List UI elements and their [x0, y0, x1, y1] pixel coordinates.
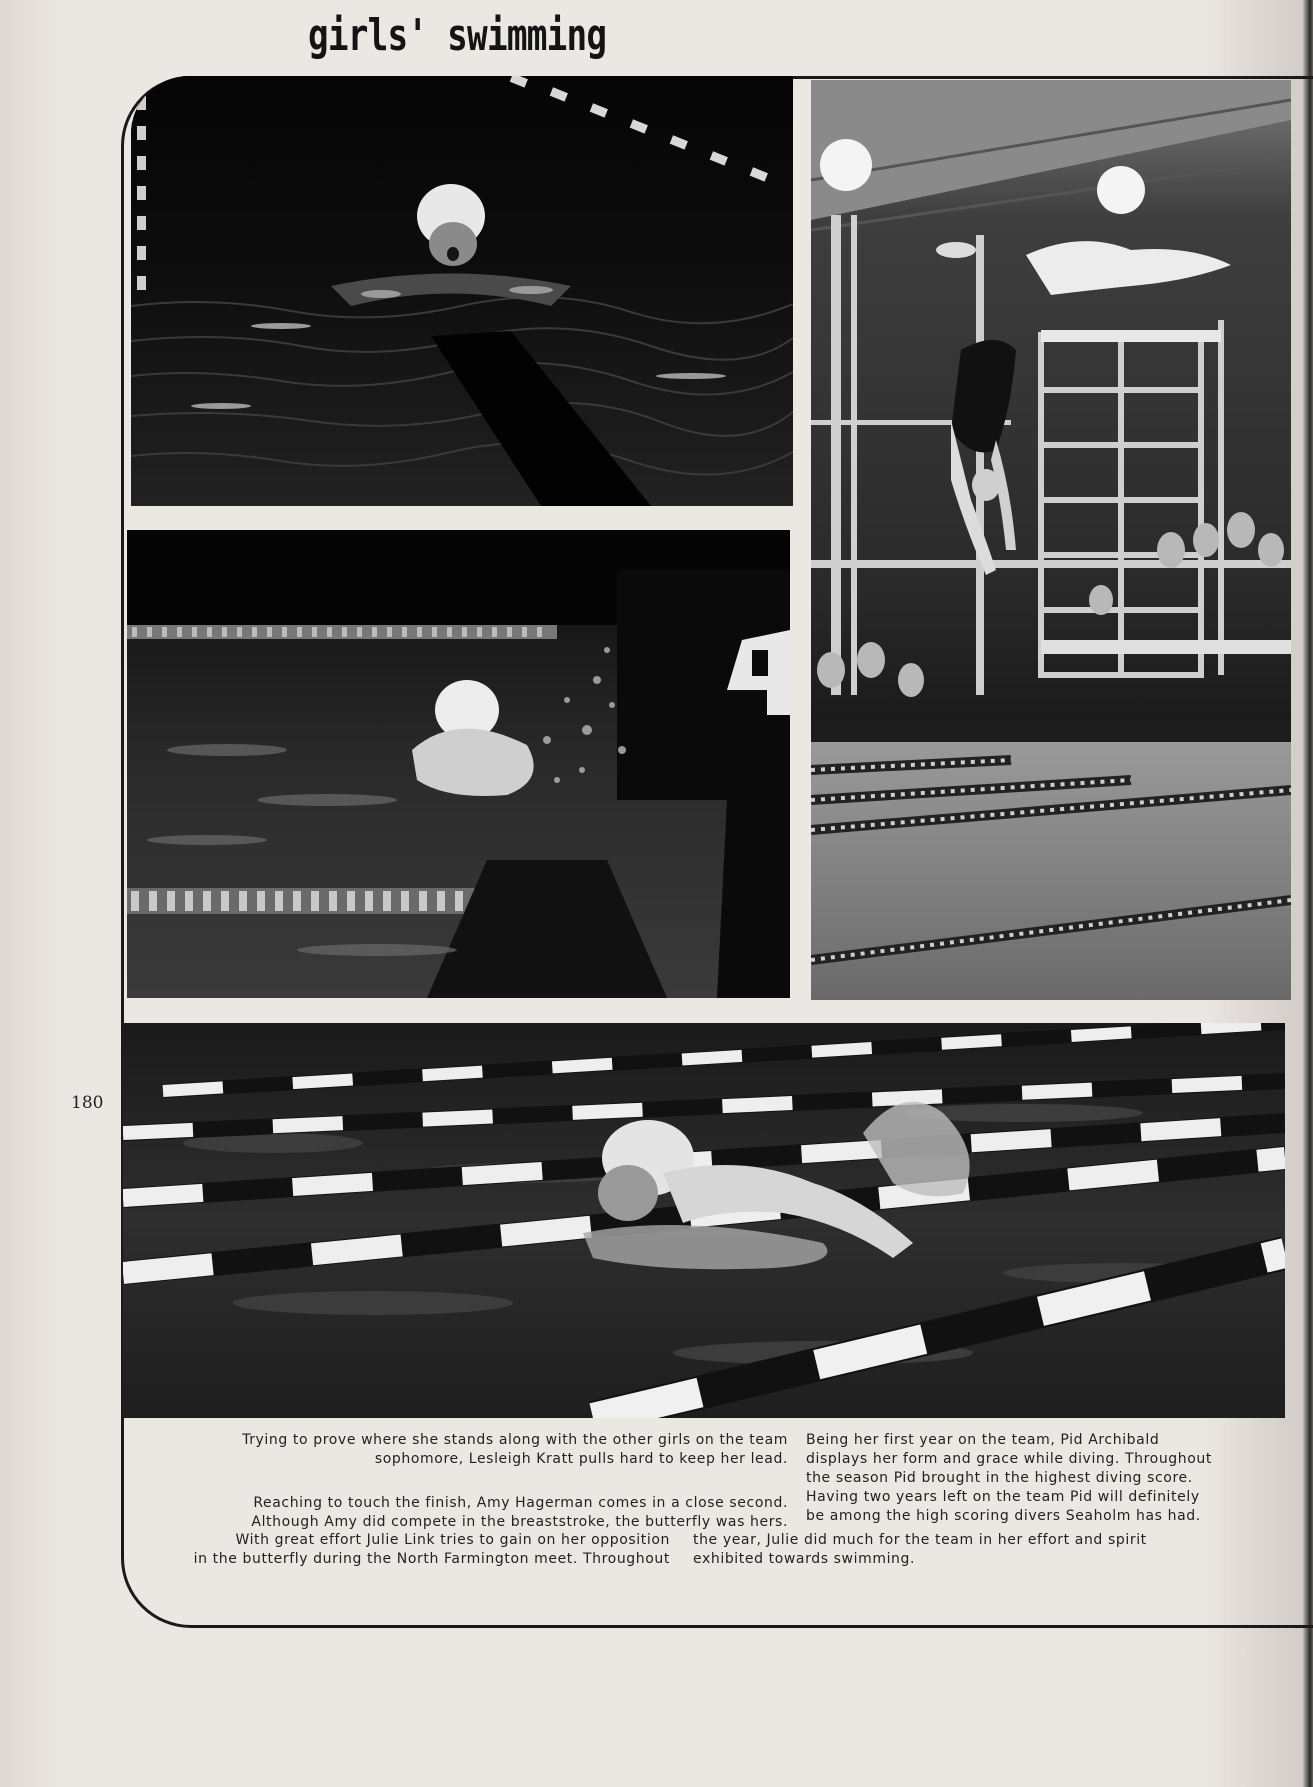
caption-line: the season Pid brought in the highest diving score.	[806, 1470, 1193, 1486]
caption-link-right	[693, 1531, 1253, 1569]
photo-diver	[811, 80, 1291, 1000]
caption-hagerman	[160, 1494, 788, 1532]
caption-line: Having two years left on the team Pid will definitely	[806, 1489, 1200, 1505]
photo-swimmer-finish	[127, 530, 790, 998]
caption-line: displays her form and grace while diving. Throughout	[806, 1451, 1212, 1467]
photo-swimmer-breaststroke	[131, 76, 793, 506]
caption-line: be among the high scoring divers Seaholm has had.	[806, 1508, 1201, 1524]
page-number: 180	[71, 1093, 104, 1113]
caption-line: sophomore, Lesleigh Kratt pulls hard to keep her lead.	[374, 1451, 788, 1467]
caption-link-left	[130, 1531, 670, 1569]
caption-line: Being her first year on the team, Pid Archibald	[806, 1432, 1160, 1448]
caption-line: exhibited towards swimming.	[693, 1551, 916, 1567]
caption-kratt	[160, 1431, 788, 1469]
caption-line: Although Amy did compete in the breaststroke, the butterfly was hers.	[251, 1514, 788, 1530]
photo-butterfly	[123, 1023, 1285, 1418]
caption-line: Trying to prove where she stands along with the other girls on the team	[242, 1432, 788, 1448]
caption-line: With great effort Julie Link tries to gain on her opposition	[235, 1532, 670, 1548]
caption-line: Reaching to touch the finish, Amy Hagerman comes in a close second.	[253, 1495, 788, 1511]
caption-line: the year, Julie did much for the team in her effort and spirit	[693, 1532, 1147, 1548]
caption-line: in the butterfly during the North Farmington meet. Throughout	[193, 1551, 670, 1567]
caption-archibald	[806, 1431, 1286, 1526]
page-title: girls' swimming	[308, 10, 607, 61]
